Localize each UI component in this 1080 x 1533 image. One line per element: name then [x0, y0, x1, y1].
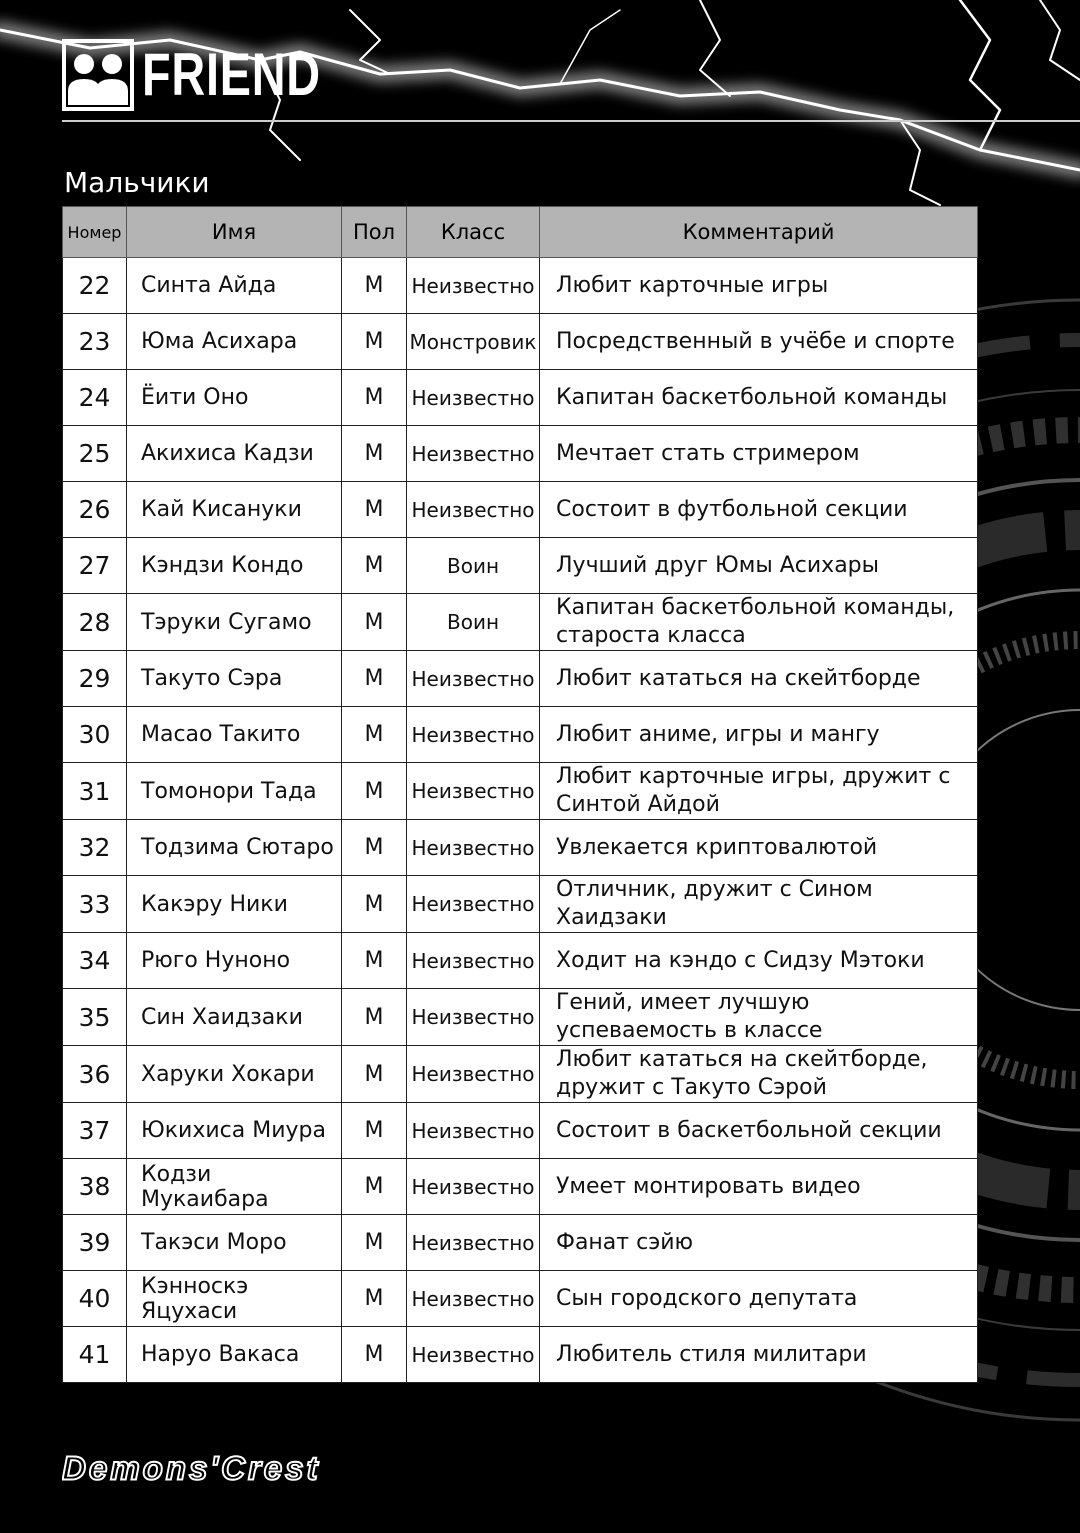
svg-text:Demons'Crest: Demons'Crest: [62, 1450, 321, 1486]
row-comment: Любитель стиля милитари: [540, 1327, 978, 1383]
row-name: Тодзима Сютаро: [127, 820, 342, 876]
row-number: 24: [63, 370, 127, 426]
row-comment: Состоит в баскетбольной секции: [540, 1103, 978, 1159]
row-sex: М: [342, 1159, 407, 1215]
column-header-sex: Пол: [342, 207, 407, 258]
row-number: 32: [63, 820, 127, 876]
row-class: Неизвестно: [407, 651, 540, 707]
row-number: 40: [63, 1271, 127, 1327]
table-row: [63, 1215, 978, 1271]
row-name: Такэси Моро: [127, 1215, 342, 1271]
row-number: 29: [63, 651, 127, 707]
table-row: [63, 482, 978, 538]
row-class: Неизвестно: [407, 426, 540, 482]
row-name: Рюго Нуноно: [127, 933, 342, 989]
row-comment: Отличник, дружит с Сином Хаидзаки: [540, 876, 978, 933]
row-number: 28: [63, 594, 127, 651]
row-name: Какэру Ники: [127, 876, 342, 933]
table-row: [63, 1159, 978, 1215]
row-sex: М: [342, 763, 407, 820]
row-number: 25: [63, 426, 127, 482]
table-row: [63, 258, 978, 314]
row-name: Кодзи Мукаибара: [127, 1159, 342, 1215]
row-class: Неизвестно: [407, 1159, 540, 1215]
section-title: Мальчики: [64, 166, 210, 199]
row-class: Неизвестно: [407, 1215, 540, 1271]
header: [62, 38, 371, 112]
table-row: [63, 933, 978, 989]
table-row: [63, 989, 978, 1046]
row-number: 35: [63, 989, 127, 1046]
row-comment: Сын городского депутата: [540, 1271, 978, 1327]
row-class: Неизвестно: [407, 989, 540, 1046]
row-number: 23: [63, 314, 127, 370]
row-class: Неизвестно: [407, 763, 540, 820]
table-row: [63, 594, 978, 651]
row-class: Неизвестно: [407, 258, 540, 314]
row-comment: Капитан баскетбольной команды: [540, 370, 978, 426]
table-row: [63, 538, 978, 594]
row-class: Неизвестно: [407, 1046, 540, 1103]
table-row: [63, 426, 978, 482]
row-name: Син Хаидзаки: [127, 989, 342, 1046]
table-header-row: [63, 207, 978, 258]
table-row: [63, 1103, 978, 1159]
row-name: Такуто Сэра: [127, 651, 342, 707]
table-row: [63, 707, 978, 763]
page-title: FRIEND: [142, 41, 321, 108]
row-number: 26: [63, 482, 127, 538]
row-class: Неизвестно: [407, 482, 540, 538]
header-divider: [62, 120, 1080, 122]
column-header-comment: Комментарий: [540, 207, 978, 258]
row-number: 41: [63, 1327, 127, 1383]
row-number: 34: [63, 933, 127, 989]
row-sex: М: [342, 594, 407, 651]
row-comment: Гений, имеет лучшую успеваемость в классе: [540, 989, 978, 1046]
table-row: [63, 876, 978, 933]
row-class: Неизвестно: [407, 1271, 540, 1327]
row-comment: Лучший друг Юмы Асихары: [540, 538, 978, 594]
column-header-name: Имя: [127, 207, 342, 258]
row-sex: М: [342, 1215, 407, 1271]
table-row: [63, 820, 978, 876]
row-name: Юма Асихара: [127, 314, 342, 370]
row-comment: Состоит в футбольной секции: [540, 482, 978, 538]
row-name: Кай Кисануки: [127, 482, 342, 538]
row-comment: Капитан баскетбольной команды, староста класса: [540, 594, 978, 651]
row-class: Неизвестно: [407, 370, 540, 426]
row-name: Тэруки Сугамо: [127, 594, 342, 651]
row-number: 36: [63, 1046, 127, 1103]
row-name: Кэнноскэ Яцухаси: [127, 1271, 342, 1327]
row-comment: Любит карточные игры: [540, 258, 978, 314]
table-row: [63, 1327, 978, 1383]
row-comment: Посредственный в учёбе и спорте: [540, 314, 978, 370]
row-sex: М: [342, 1327, 407, 1383]
row-number: 38: [63, 1159, 127, 1215]
row-comment: Увлекается криптовалютой: [540, 820, 978, 876]
row-comment: Мечтает стать стримером: [540, 426, 978, 482]
row-number: 31: [63, 763, 127, 820]
row-sex: М: [342, 876, 407, 933]
row-comment: Фанат сэйю: [540, 1215, 978, 1271]
table-row: [63, 1046, 978, 1103]
table-row: [63, 370, 978, 426]
row-comment: Любит кататься на скейтборде, дружит с Такуто Сэрой: [540, 1046, 978, 1103]
row-number: 30: [63, 707, 127, 763]
row-number: 33: [63, 876, 127, 933]
row-class: Монстровик: [407, 314, 540, 370]
row-class: Воин: [407, 538, 540, 594]
row-comment: Ходит на кэндо с Сидзу Мэтоки: [540, 933, 978, 989]
column-header-number: Номер: [63, 207, 127, 258]
row-sex: М: [342, 370, 407, 426]
row-comment: Умеет монтировать видео: [540, 1159, 978, 1215]
row-sex: М: [342, 989, 407, 1046]
row-class: Неизвестно: [407, 820, 540, 876]
row-sex: М: [342, 1103, 407, 1159]
row-sex: М: [342, 538, 407, 594]
table-row: [63, 314, 978, 370]
two-people-icon: [62, 39, 134, 111]
row-class: Неизвестно: [407, 1327, 540, 1383]
row-name: Синта Айда: [127, 258, 342, 314]
row-number: 22: [63, 258, 127, 314]
students-table: [62, 206, 978, 1383]
table-row: [63, 651, 978, 707]
row-name: Акихиса Кадзи: [127, 426, 342, 482]
column-header-class: Класс: [407, 207, 540, 258]
table-row: [63, 763, 978, 820]
row-comment: Любит кататься на скейтборде: [540, 651, 978, 707]
row-sex: М: [342, 426, 407, 482]
demons-crest-logo: [62, 1450, 452, 1486]
row-sex: М: [342, 707, 407, 763]
row-name: Харуки Хокари: [127, 1046, 342, 1103]
row-number: 37: [63, 1103, 127, 1159]
row-comment: Любит аниме, игры и мангу: [540, 707, 978, 763]
row-name: Ёити Оно: [127, 370, 342, 426]
table-row: [63, 1271, 978, 1327]
row-number: 27: [63, 538, 127, 594]
row-sex: М: [342, 1046, 407, 1103]
row-sex: М: [342, 820, 407, 876]
row-class: Неизвестно: [407, 876, 540, 933]
row-name: Кэндзи Кондо: [127, 538, 342, 594]
row-class: Неизвестно: [407, 707, 540, 763]
row-name: Масао Такито: [127, 707, 342, 763]
row-sex: М: [342, 482, 407, 538]
row-sex: М: [342, 933, 407, 989]
row-name: Томонори Тада: [127, 763, 342, 820]
row-sex: М: [342, 1271, 407, 1327]
row-comment: Любит карточные игры, дружит с Синтой Айдой: [540, 763, 978, 820]
row-class: Воин: [407, 594, 540, 651]
row-sex: М: [342, 651, 407, 707]
row-name: Юкихиса Миура: [127, 1103, 342, 1159]
row-number: 39: [63, 1215, 127, 1271]
row-sex: М: [342, 314, 407, 370]
row-name: Наруо Вакаса: [127, 1327, 342, 1383]
row-sex: М: [342, 258, 407, 314]
row-class: Неизвестно: [407, 1103, 540, 1159]
row-class: Неизвестно: [407, 933, 540, 989]
